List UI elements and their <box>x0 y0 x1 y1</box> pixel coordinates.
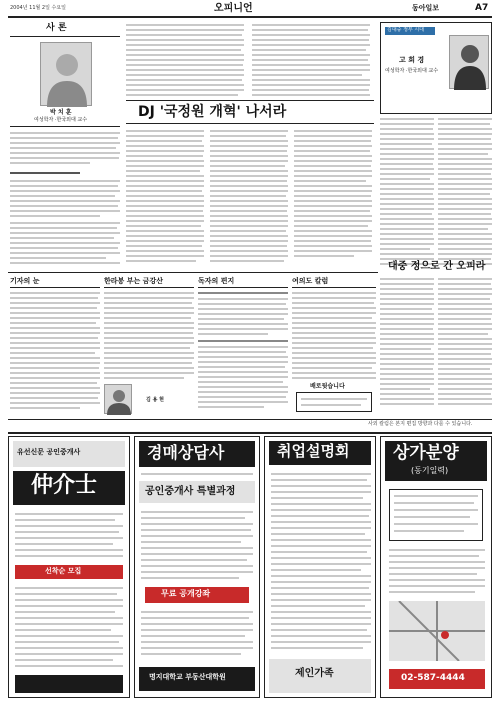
author-name: 박 치 훈 <box>50 109 72 116</box>
ad4-title: 상가분양 <box>393 443 459 463</box>
ad1-title: 유선신문 공인중개사 <box>17 448 81 456</box>
ad-1 <box>8 436 130 698</box>
col2-title: 한라봉 부는 금강산 <box>104 277 163 285</box>
issue-date: 2004년 11월 2일 수요일 <box>10 5 67 11</box>
guest-column-body-lower <box>380 276 492 416</box>
column-tag-text: 김대중 정부 시대 <box>387 27 424 33</box>
mid-rule <box>8 272 378 273</box>
ad1-note: 선착순 모집 <box>45 567 82 575</box>
ad4-sub: (동기일력) <box>411 466 449 475</box>
ad4-map <box>389 601 485 661</box>
lower-col-1 <box>10 276 100 416</box>
editorial-label: 사 론 <box>46 23 67 33</box>
ad4-info-box <box>389 489 483 541</box>
editorial-body <box>126 20 374 270</box>
col2-silhouette-icon <box>105 385 133 415</box>
header-rule <box>8 16 492 18</box>
ad2-footer: 명지대학교 부동산대학원 <box>149 673 226 681</box>
guest-author-title: 여성학자 ·한국외대 교수 <box>385 68 439 74</box>
col4-title: 여의도 칼럼 <box>292 277 329 285</box>
author-title: 여성학자 ·한국외대 교수 <box>34 117 88 123</box>
ad-3 <box>264 436 376 698</box>
ad3-title: 취업설명회 <box>277 442 350 460</box>
col2-author-photo <box>104 384 132 414</box>
author-silhouette-icon <box>41 43 93 107</box>
ad3-footer: 제인가족 <box>295 668 334 679</box>
headline-rule-bottom <box>126 123 374 124</box>
lower-col-3 <box>198 276 288 416</box>
col3-title: 독자의 편지 <box>198 277 235 285</box>
author-photo <box>40 42 92 106</box>
ad2-title: 경매상담사 <box>147 443 225 462</box>
editorial-column <box>10 20 120 270</box>
editorial-rule <box>10 126 120 127</box>
col2-author-name: 김 용 현 <box>146 397 164 403</box>
ad1-big-text: 仲介士 <box>31 473 98 498</box>
guest-author-name: 고 희 경 <box>399 56 425 64</box>
guest-silhouette-icon <box>450 36 490 90</box>
ad2-note: 무료 공개강좌 <box>161 589 211 598</box>
col1-title: 기자의 눈 <box>10 277 40 285</box>
ad1-footer-bar <box>15 675 123 693</box>
ad4-phone: 02-587-4444 <box>401 673 465 683</box>
col4-footer-box <box>296 392 372 412</box>
ads-rule <box>8 432 492 434</box>
ad-2 <box>134 436 260 698</box>
lower-col-4 <box>292 276 376 416</box>
section-title: 오피니언 <box>214 3 253 14</box>
footer-note: 사외 칼럼은 본지 편집 방향과 다를 수 있습니다. <box>368 421 473 427</box>
footer-rule <box>8 419 492 420</box>
guest-author-photo <box>449 35 489 89</box>
editorial-headline: DJ '국정원 개혁' 나서라 <box>138 104 287 120</box>
editorial-label-rule <box>10 36 120 37</box>
headline-rule-top <box>126 100 374 101</box>
guest-column-subhead: 대중 정으로 간 오피라 <box>388 261 486 272</box>
col4-footer: 배로뒷습니다 <box>310 383 345 390</box>
ad-4 <box>380 436 492 698</box>
guest-column-box <box>380 22 492 114</box>
paper-name: 동아일보 <box>412 4 440 12</box>
guest-column-body <box>380 118 492 268</box>
ad2-sub: 공인중개사 특별과정 <box>145 486 236 497</box>
page-number: A7 <box>475 3 489 13</box>
lower-col-2 <box>104 276 194 416</box>
map-icon <box>389 601 485 661</box>
